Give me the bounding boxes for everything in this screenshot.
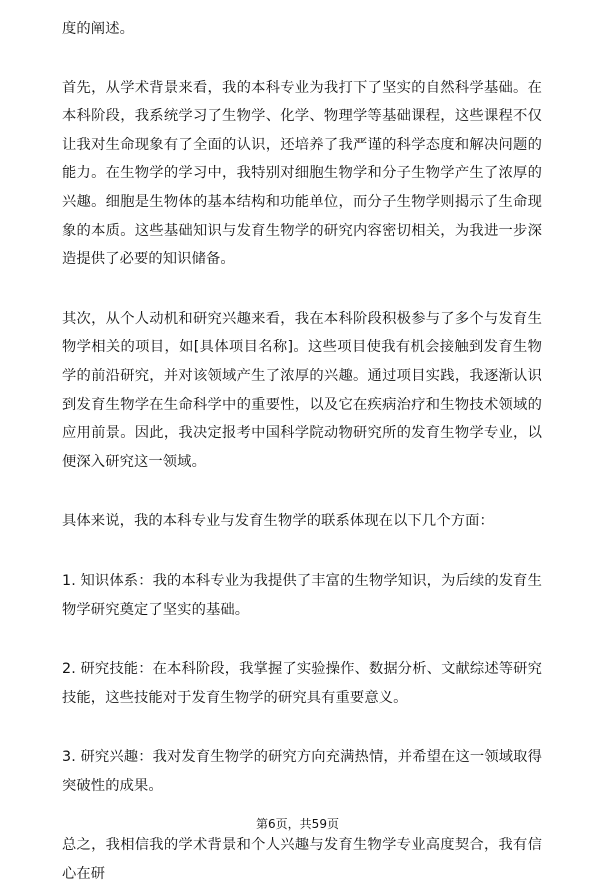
paragraph-conclusion: 总之，我相信我的学术背景和个人兴趣与发育生物学专业高度契合，我有信心在研 <box>62 837 542 883</box>
page-number: 第6页，共59页 <box>256 817 339 831</box>
document-body <box>62 15 542 889</box>
paragraph-continuation: 度的阐述。 <box>62 21 134 37</box>
paragraph-personal-motivation: 其次，从个人动机和研究兴趣来看，我在本科阶段积极参与了多个与发育生物学相关的项目，如[具体项目名称]。这些项目使我有机会接触到发育生物学的前沿研究，并对该领域产生了浓厚的兴趣。通过项目实践，我逐渐认识到发育生物学在生命科学中的重要性，以及它在疾病治疗和生物技术领域的应用前景。因此，我决定报考中国科学院动物研究所的发育生物学专业，以便深入研究这一领域。 <box>62 310 542 470</box>
list-item-knowledge-system: 1. 知识体系：我的本科专业为我提供了丰富的生物学知识，为后续的发育生物学研究奠定了坚实的基础。 <box>62 572 542 618</box>
list-item-research-interest: 3. 研究兴趣：我对发育生物学的研究方向充满热情，并希望在这一领域取得突破性的成果。 <box>62 749 542 794</box>
paragraph-specifics-intro: 具体来说，我的本科专业与发育生物学的联系体现在以下几个方面： <box>62 513 494 530</box>
list-item-research-skills: 2. 研究技能：在本科阶段，我掌握了实验操作、数据分析、文献综述等研究技能，这些技能对于发育生物学的研究具有重要意义。 <box>62 661 542 706</box>
paragraph-academic-background: 首先，从学术背景来看，我的本科专业为我打下了坚实的自然科学基础。在本科阶段，我系统学习了生物学、化学、物理学等基础课程，这些课程不仅让我对生命现象有了全面的认识，还培养了我严谨的科学态度和解决问题的能力。在生物学的学习中，我特别对细胞生物学和分子生物学产生了浓厚的兴趣。细胞是生物体的基本结构和功能单位，而分子生物学则揭示了生命现象的本质。这些基础知识与发育生物学的研究内容密切相关，为我进一步深造提供了必要的知识储备。 <box>62 79 542 268</box>
